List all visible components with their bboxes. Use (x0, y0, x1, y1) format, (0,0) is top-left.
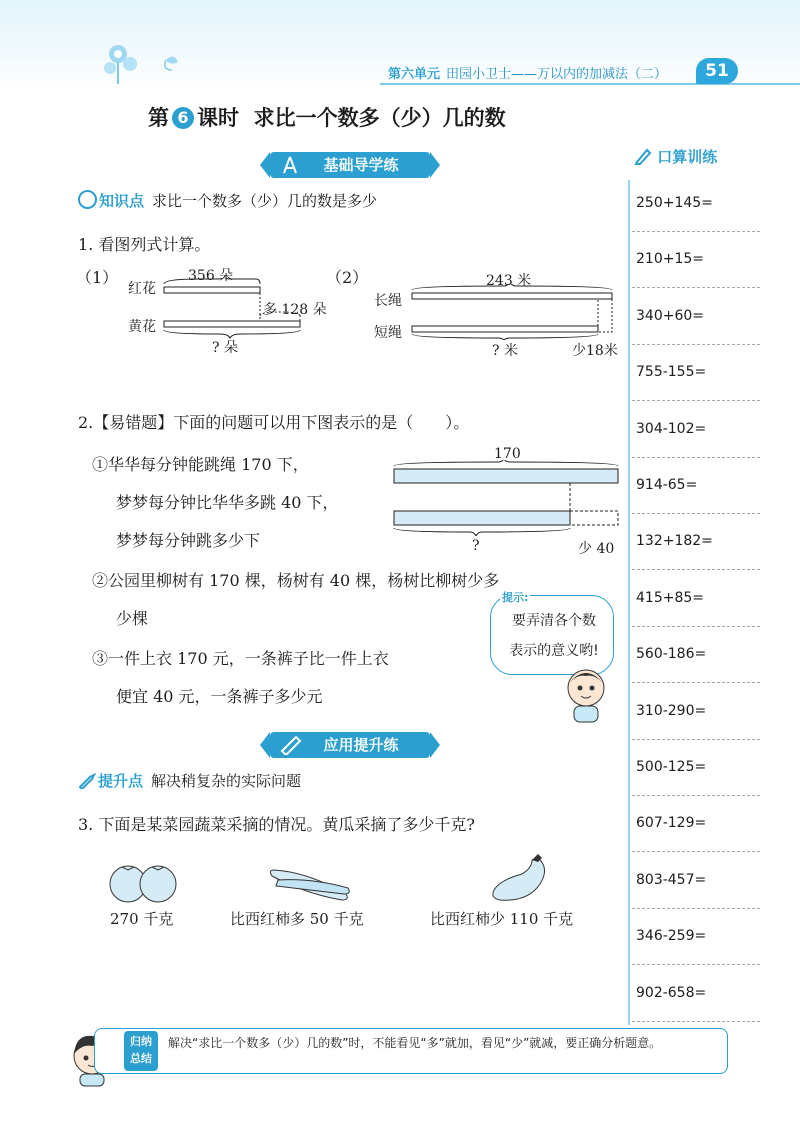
oral-drill-answer-line (632, 626, 760, 627)
oral-drill-item[interactable]: 132+182= (636, 533, 713, 550)
improvement-point (78, 770, 301, 791)
oral-drill-answer-line (632, 851, 760, 852)
summary-tag (124, 1031, 158, 1071)
q2-diagram-top-value: 170 (494, 446, 521, 462)
flower-decoration-icon (96, 40, 186, 86)
oral-drill-item[interactable]: 210+15= (636, 251, 704, 268)
q1-part1-difference: 多 128 朵 (263, 302, 327, 318)
q1-part1-row1: 红花 (128, 281, 156, 297)
improvement-point-label: 提升点 (98, 772, 144, 790)
hint-tag: 提示: (502, 591, 529, 604)
q1-part1-top-value: 356 朵 (188, 268, 234, 284)
q1-part2-number: （2） (326, 268, 369, 287)
q3-cucumber-caption: 比西红柿多 50 千克 (230, 910, 364, 928)
q2-bar-top (394, 469, 618, 483)
oral-drill-item[interactable]: 914-65= (636, 477, 698, 493)
q1-bar-short (412, 326, 598, 332)
q2-option3-line1[interactable]: ③一件上衣 170 元，一条裤子比一件上衣 (92, 649, 389, 668)
q2-bar-bottom (394, 511, 570, 525)
oral-drill-item[interactable]: 500-125= (636, 759, 707, 775)
q3-tomato-caption: 270 千克 (110, 910, 174, 928)
oral-drill-answer-line (632, 231, 760, 232)
q1-part2-diagram (408, 284, 618, 340)
compass-icon (280, 155, 300, 175)
oral-drill-item[interactable]: 415+85= (636, 589, 704, 606)
question-3-label: 3. 下面是某菜园蔬菜采摘的情况。黄瓜采摘了多少千克? (78, 815, 475, 834)
q1-part2-question: ? 米 (492, 343, 518, 359)
oral-training-header (634, 146, 717, 167)
oral-drill-answer-line (632, 682, 760, 683)
q1-part2-top-value: 243 米 (486, 273, 532, 289)
oral-drill-answer-line (632, 513, 760, 514)
oral-drill-answer-line (632, 908, 760, 909)
section-banner-application (270, 732, 430, 758)
q2-diagram-question: ? (472, 538, 480, 554)
oral-drill-answer-line (632, 964, 760, 965)
tomato-icon (106, 858, 186, 904)
page-number: 51 (696, 58, 738, 84)
unit-title (388, 63, 667, 82)
q1-part1-number: （1） (76, 268, 119, 287)
section-banner-basic (270, 152, 430, 178)
q1-part1-row2: 黄花 (128, 319, 156, 335)
q2-option3-line2: 便宜 40 元，一条裤子多少元 (116, 687, 323, 706)
q1-bar-red (164, 287, 260, 293)
unit-number: 第六单元 (388, 67, 441, 82)
oral-drill-item[interactable]: 340+60= (636, 307, 704, 324)
oral-drill-answer-line (632, 400, 760, 401)
oral-drill-item[interactable]: 803-457= (636, 871, 707, 888)
oral-drill-item[interactable]: 250+145= (636, 195, 713, 211)
oral-drill-item[interactable]: 560-186= (636, 646, 707, 663)
q2-option1-line3: 梦梦每分钟跳多少下 (116, 531, 261, 550)
cucumber-icon (268, 860, 354, 904)
header-rule (380, 83, 800, 85)
oral-drill-answer-line (632, 569, 760, 570)
q1-part2-row1: 长绳 (374, 293, 402, 309)
q1-part2-difference: 少18米 (572, 343, 618, 359)
q1-part2-row2: 短绳 (374, 325, 402, 341)
knowledge-point-text: 求比一个数多（少）几的数是多少 (152, 192, 378, 210)
oral-drill-item[interactable]: 755-155= (636, 364, 707, 381)
pencil-icon (634, 147, 652, 165)
hint-text (498, 606, 610, 666)
q1-part1-question: ? 朵 (212, 340, 238, 356)
section-banner-label: 基础导学练 (323, 156, 399, 174)
lesson-topic: 求比一个数多（少）几的数 (253, 106, 506, 130)
improvement-point-text: 解决稍复杂的实际问题 (151, 772, 302, 790)
q1-bar-yellow (164, 321, 300, 327)
section-banner-label-2: 应用提升练 (323, 736, 399, 754)
lesson-number: 6 (172, 107, 194, 129)
q1-part1-diagram (160, 278, 320, 340)
oral-drill-answer-line (632, 344, 760, 345)
boy-mascot-icon (558, 664, 614, 724)
oral-training-title: 口算训练 (657, 148, 718, 166)
lesson-title (148, 102, 506, 132)
question-1-label: 1. 看图列式计算。 (78, 235, 211, 254)
oral-drill-item[interactable]: 304-102= (636, 420, 707, 437)
hint-line-2: 表示的意义哟! (509, 643, 599, 659)
rocket-icon (78, 773, 96, 789)
summary-text: 解决“求比一个数多（少）几的数”时，不能看见“多”就加，看见“少”就减，要正确分析题意。 (168, 1036, 662, 1050)
q1-bar-long (412, 293, 612, 299)
hint-line-1: 要弄清各个数 (512, 613, 596, 629)
oral-column-rule (628, 180, 630, 1025)
oral-drill-answer-line (632, 1021, 760, 1022)
oral-drill-item[interactable]: 607-129= (636, 815, 707, 832)
q2-option1-line1[interactable]: ①华华每分钟能跳绳 170 下， (92, 455, 309, 474)
knowledge-point (78, 190, 377, 211)
unit-name: 田园小卫士——万以内的加减法（二） (446, 67, 668, 82)
ruler-icon (280, 735, 302, 755)
oral-drill-answer-line (632, 795, 760, 796)
summary-tag-line-2: 总结 (130, 1052, 152, 1065)
oral-drill-item[interactable]: 346-259= (636, 928, 707, 945)
knowledge-point-label: 知识点 (99, 192, 145, 210)
eggplant-icon (488, 852, 554, 904)
q2-diagram-difference: 少 40 (578, 541, 615, 557)
lesson-prefix: 第 (148, 106, 169, 130)
oral-drill-item[interactable]: 902-658= (636, 984, 707, 1001)
q2-option2-line2: 少棵 (116, 609, 149, 628)
q2-diagram (390, 460, 626, 536)
q2-option1-line2: 梦梦每分钟比华华多跳 40 下， (116, 493, 339, 512)
oral-drill-answer-line (632, 457, 760, 458)
lesson-suffix: 课时 (197, 106, 239, 130)
summary-tag-line-1: 归纳 (130, 1035, 152, 1048)
oral-drill-item[interactable]: 310-290= (636, 702, 707, 719)
q3-eggplant-caption: 比西红柿少 110 千克 (430, 910, 574, 928)
oral-drill-answer-line (632, 739, 760, 740)
oral-drill-answer-line (632, 287, 760, 288)
target-icon (78, 190, 97, 209)
question-2-label: 2.【易错题】下面的问题可以用下图表示的是（ ）。 (78, 413, 470, 432)
q2-option2-line1[interactable]: ②公园里柳树有 170 棵，杨树有 40 棵，杨树比柳树少多 (92, 571, 500, 590)
